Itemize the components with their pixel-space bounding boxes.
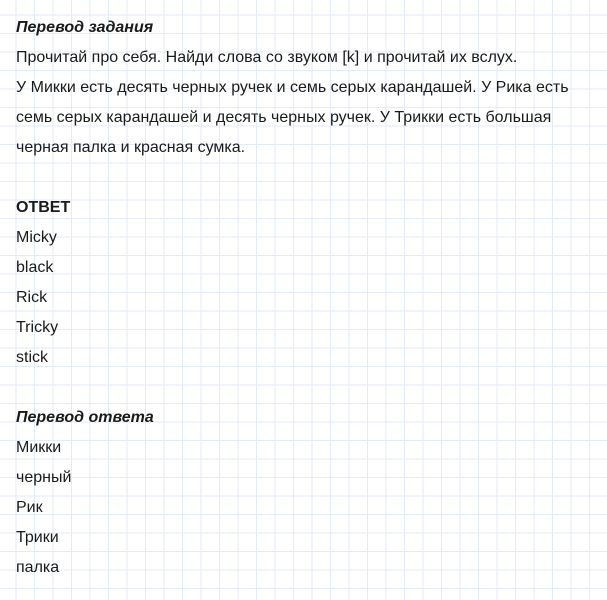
spacer — [16, 373, 596, 403]
task-text-line: У Микки есть десять черных ручек и семь серых карандашей. У Рика есть — [16, 79, 569, 96]
task-translation-section — [16, 13, 596, 163]
answer-translation-item: Рик — [16, 499, 43, 516]
answer-translation-heading: Перевод ответа — [16, 409, 154, 426]
task-text-line: семь серых карандашей и десять черных ручек. У Трикки есть большая — [16, 109, 552, 126]
answer-translation-section — [16, 403, 596, 583]
task-instruction: Прочитай про себя. Найди слова со звуком [k] и прочитай их вслух. — [16, 49, 518, 66]
answer-item: Micky — [16, 229, 57, 246]
answer-translation-item: Микки — [16, 439, 62, 456]
answer-item: Rick — [16, 289, 48, 306]
answer-list — [16, 223, 596, 373]
answer-heading: ОТВЕТ — [16, 199, 71, 216]
answer-translation-item: черный — [16, 469, 72, 486]
task-text-line: черная палка и красная сумка. — [16, 139, 246, 156]
answer-translation-item: Трики — [16, 529, 59, 546]
task-translation-heading: Перевод задания — [16, 19, 154, 36]
answer-item: stick — [16, 349, 48, 366]
answer-section — [16, 193, 596, 373]
answer-item: black — [16, 259, 54, 276]
answer-translation-list — [16, 433, 596, 583]
answer-translation-item: палка — [16, 559, 60, 576]
spacer — [16, 163, 596, 193]
answer-item: Tricky — [16, 319, 59, 336]
